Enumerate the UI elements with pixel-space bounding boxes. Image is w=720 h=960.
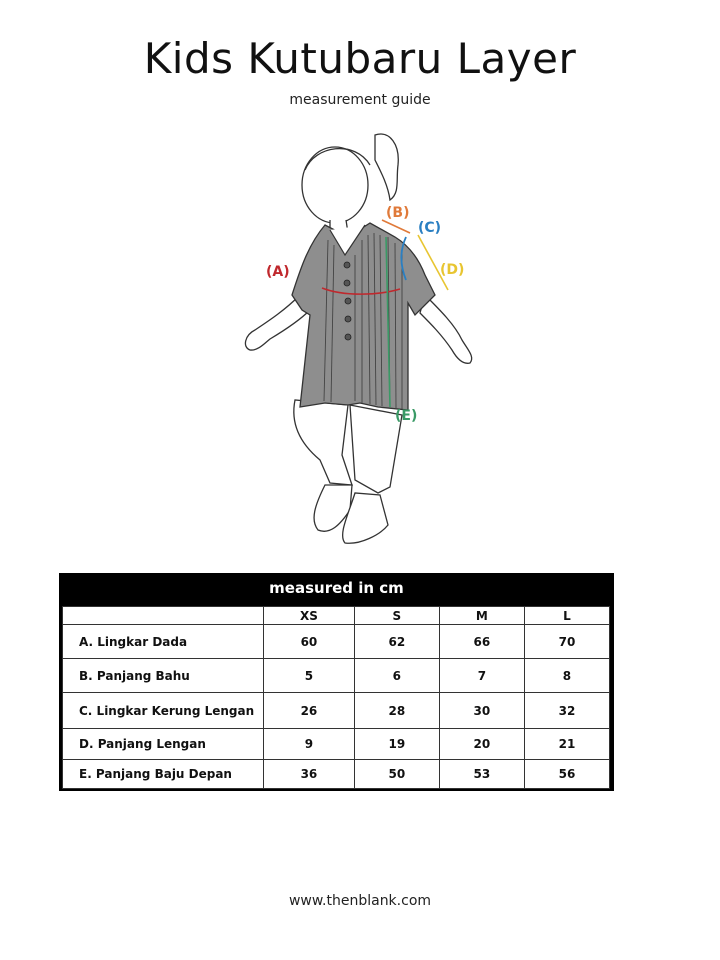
cell-value: 60 [264,625,355,659]
cell-value: 21 [524,729,609,760]
cell-value: 53 [439,760,524,789]
size-columns-row [63,607,610,625]
cell-value: 66 [439,625,524,659]
column-header: S [354,607,439,625]
label-b: (B) [386,205,410,221]
cell-value: 5 [264,659,355,693]
measure-line-b [382,220,410,233]
column-header: L [524,607,609,625]
table-row [63,760,610,789]
cell-value: 56 [524,760,609,789]
label-d: (D) [440,262,465,278]
cell-value: 62 [354,625,439,659]
column-header [63,607,264,625]
cell-value: 6 [354,659,439,693]
cell-value: 20 [439,729,524,760]
size-table [59,573,614,791]
row-label: A. Lingkar Dada [63,625,264,659]
cell-value: 26 [264,693,355,729]
table-header: measured in cm [269,579,404,597]
size-table-grid [62,606,610,789]
kid-head [302,134,398,233]
cell-value: 30 [439,693,524,729]
column-header: M [439,607,524,625]
label-c: (C) [418,220,442,236]
table-row [63,659,610,693]
kid-legs [294,400,402,543]
label-a: (A) [266,264,290,280]
kid-shirt [292,223,435,410]
page-title: Kids Kutubaru Layer [143,34,577,83]
label-e: (E) [395,408,418,424]
cell-value: 70 [524,625,609,659]
table-row [63,693,610,729]
table-row [63,729,610,760]
cell-value: 36 [264,760,355,789]
cell-value: 7 [439,659,524,693]
table-row [63,625,610,659]
column-header: XS [264,607,355,625]
row-label: B. Panjang Bahu [63,659,264,693]
cell-value: 9 [264,729,355,760]
cell-value: 32 [524,693,609,729]
kid-measurement-illustration [230,125,490,550]
cell-value: 19 [354,729,439,760]
row-label: E. Panjang Baju Depan [63,760,264,789]
cell-value: 8 [524,659,609,693]
cell-value: 28 [354,693,439,729]
website-url: www.thenblank.com [288,893,432,909]
page-subtitle: measurement guide [289,92,431,108]
row-label: D. Panjang Lengan [63,729,264,760]
cell-value: 50 [354,760,439,789]
row-label: C. Lingkar Kerung Lengan [63,693,264,729]
